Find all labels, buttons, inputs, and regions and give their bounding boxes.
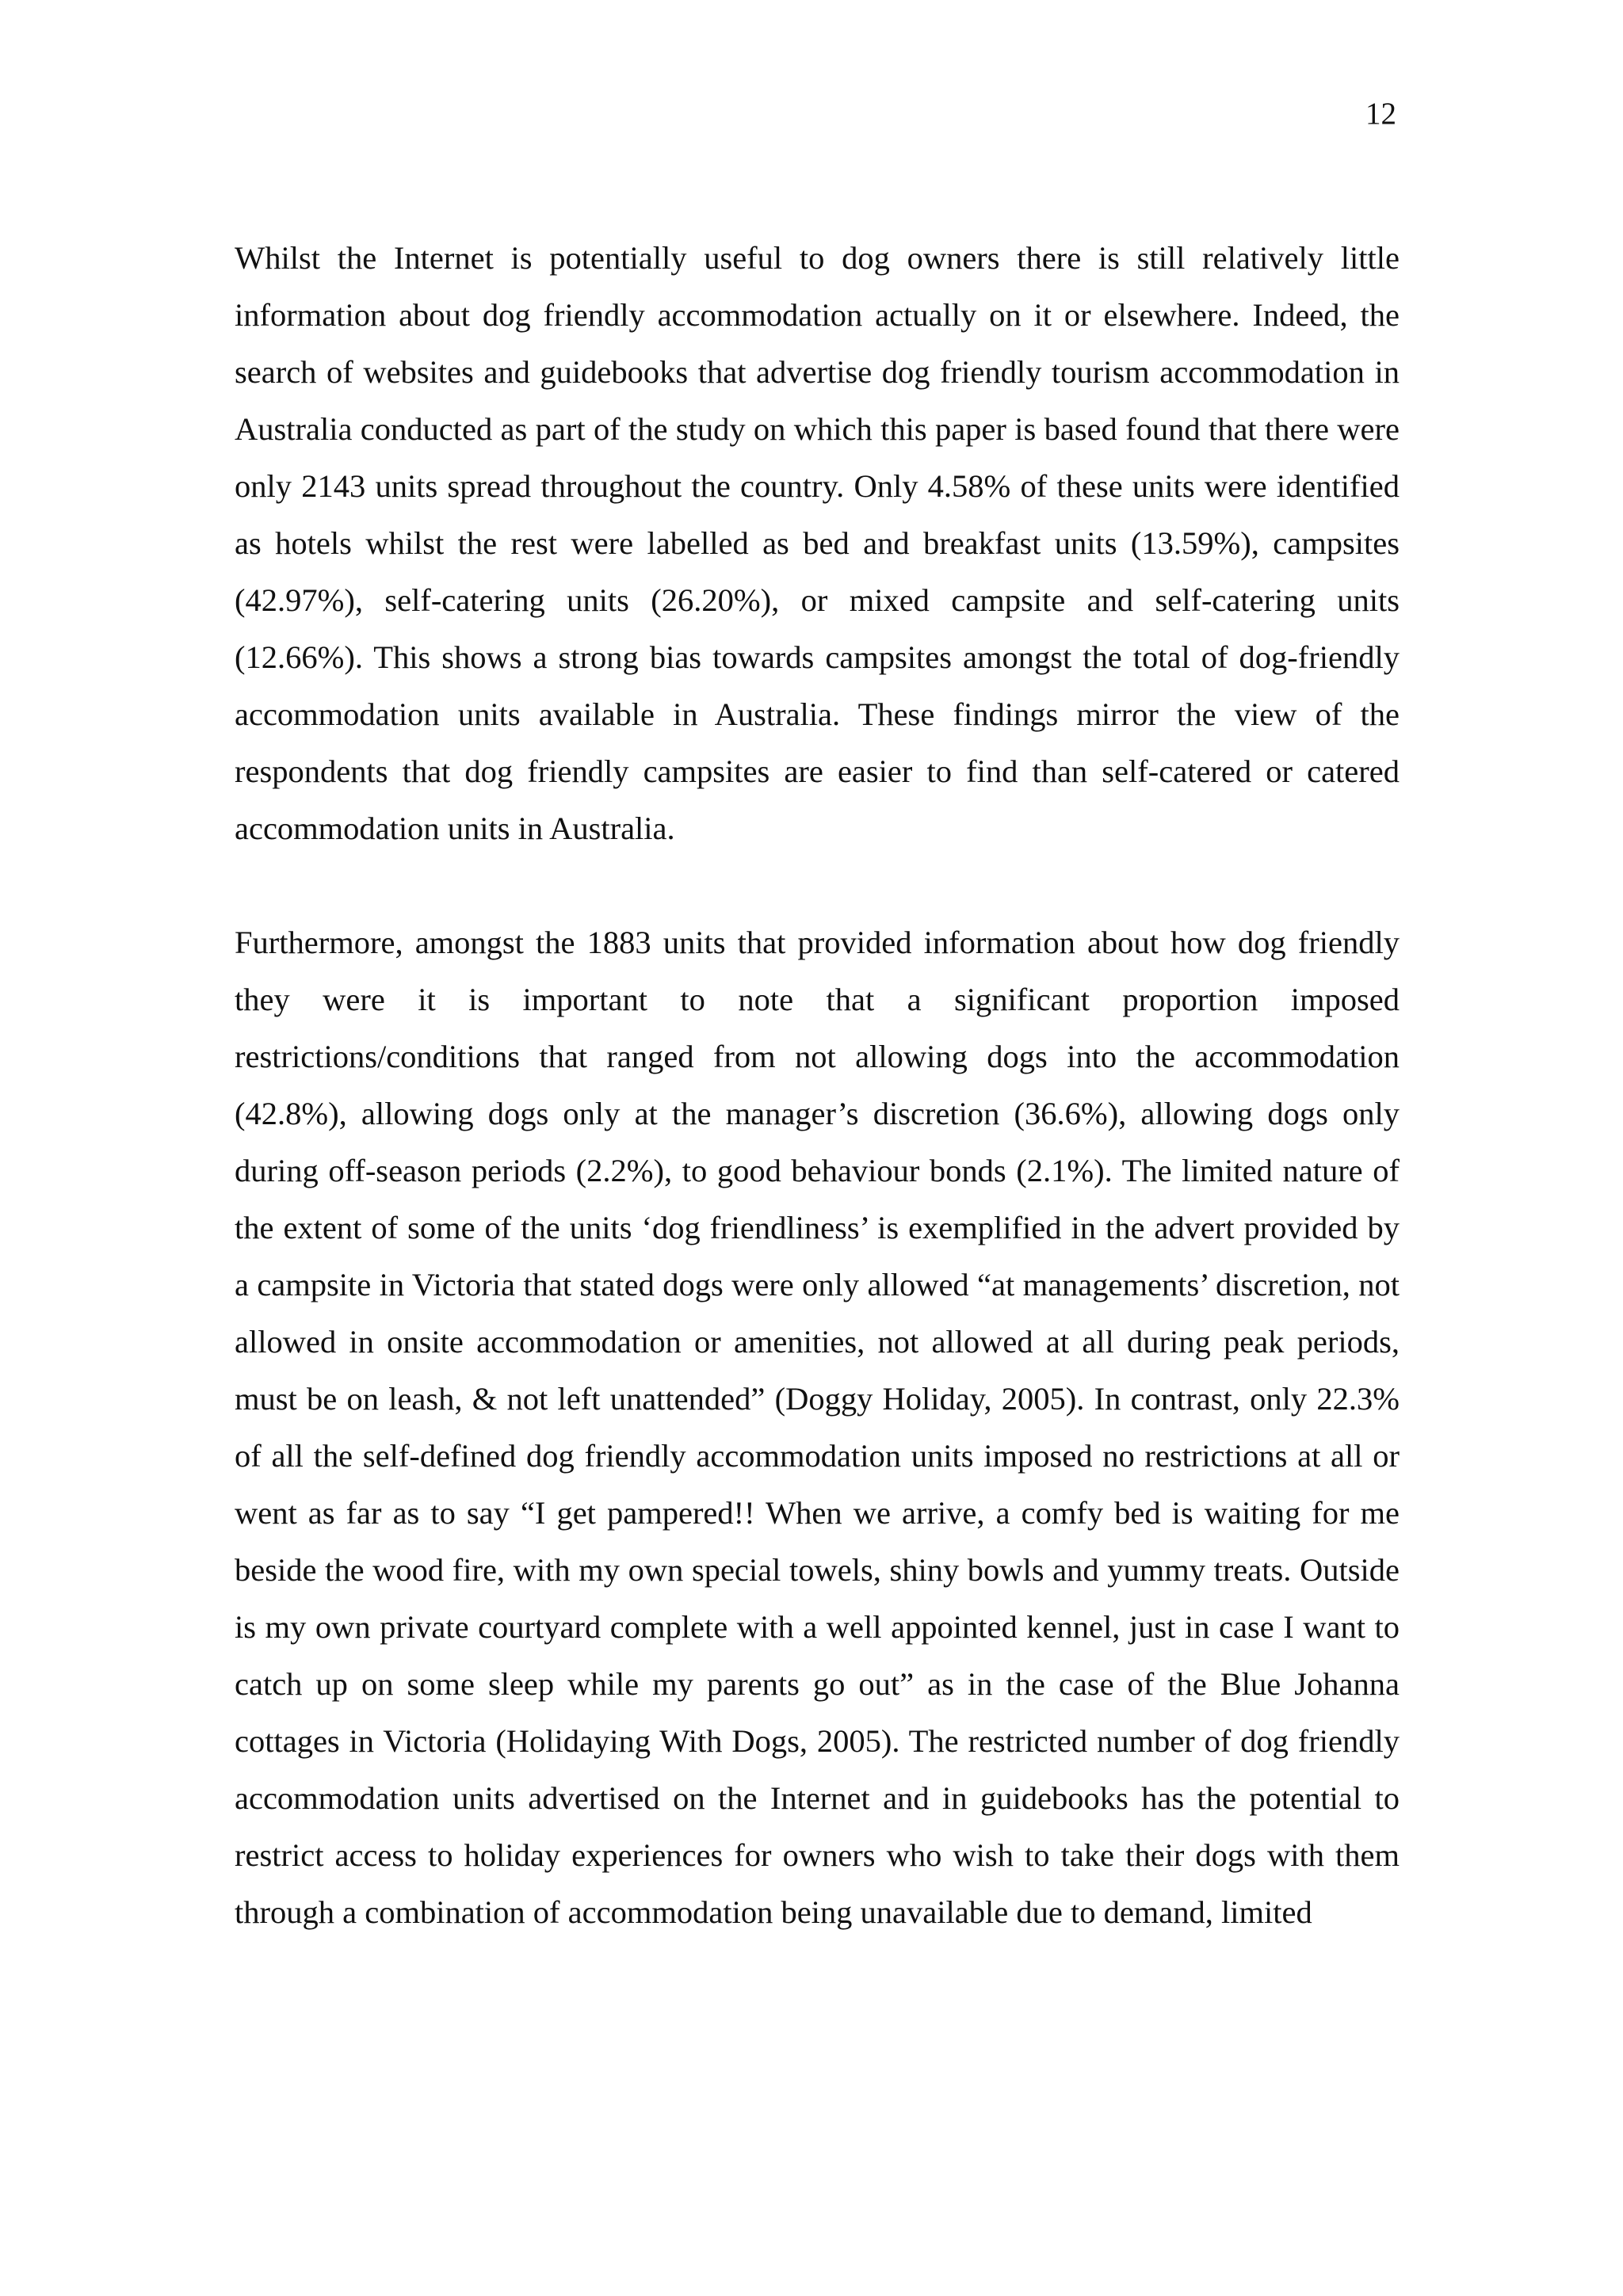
page-number: 12 <box>1365 97 1396 131</box>
paragraph-restrictions: Furthermore, amongst the 1883 units that provided information about how dog friendly they were it is important to note that a significant proportion imposed restrictions/conditions that ranged from not allowing dogs into the accommodation (42.8%), allowing dogs only at the manager’s discretion (36.6%), allowing dogs only during off-season periods (2.2%), to good behaviour bonds (2.1%). The limited nature of the extent of some of the units ‘dog friendliness’ is exemplified in the advert provided by a campsite in Victoria that stated dogs were only allowed “at managements’ discretion, not allowed in onsite accommodation or amenities, not allowed at all during peak periods, must be on leash, & not left unattended” (Doggy Holiday, 2005). In contrast, only 22.3% of all the self-defined dog friendly accommodation units imposed no restrictions at all or went as far as to say “I get pampered!! When we arrive, a comfy bed is waiting for me beside the wood fire, with my own special towels, shiny bowls and yummy treats. Outside is my own private courtyard complete with a well appointed kennel, just in case I want to catch up on some sleep while my parents go out” as in the case of the Blue Johanna cottages in Victoria (Holidaying With Dogs, 2005). The restricted number of dog friendly accommodation units advertised on the Internet and in guidebooks has the potential to restrict access to holiday experiences for owners who wish to take their dogs with them through a combination of accommodation being unavailable due to demand, limited <box>235 925 1400 1930</box>
paragraph-internet-accommodation: Whilst the Internet is potentially useful to dog owners there is still relatively little information about dog friendly accommodation actually on it or elsewhere. Indeed, the search of websites and guidebooks that advertise dog friendly tourism accommodation in Australia conducted as part of the study on which this paper is based found that there were only 2143 units spread throughout the country. Only 4.58% of these units were identified as hotels whilst the rest were labelled as bed and breakfast units (13.59%), campsites (42.97%), self-catering units (26.20%), or mixed campsite and self-catering units (12.66%). This shows a strong bias towards campsites amongst the total of dog-friendly accommodation units available in Australia. These findings mirror the view of the respondents that dog friendly campsites are easier to find than self-catered or catered accommodation units in Australia. <box>235 240 1400 846</box>
body-text <box>235 230 1400 1941</box>
